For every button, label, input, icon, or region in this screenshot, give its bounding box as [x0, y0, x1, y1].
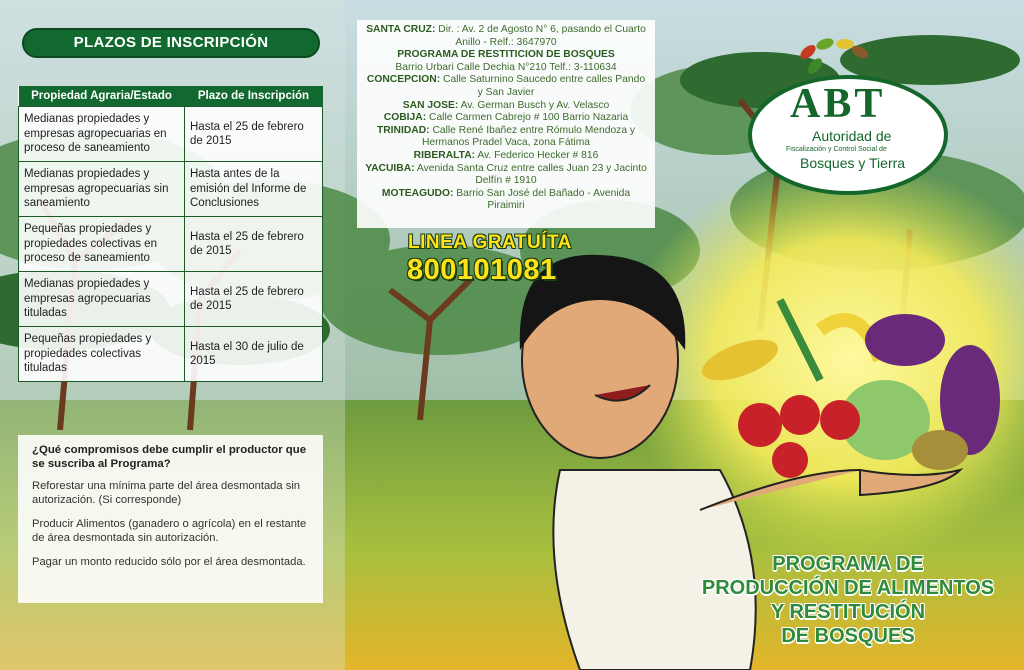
office-address: Calle René Ibañez entre Rómulo Mendoza y Hermanos Pradel Vaca, zona Fátima — [421, 124, 636, 149]
office-entry — [363, 188, 649, 213]
office-city: PROGRAMA DE RESTITICION DE BOSQUES — [397, 49, 615, 61]
office-entry — [363, 125, 649, 150]
property-cell: Pequeñas propiedades y propiedades colectivas en proceso de saneamiento — [19, 217, 185, 272]
office-address: Av. Federico Hecker # 816 — [477, 149, 599, 161]
commitment-item: Producir Alimentos (ganadero o agrícola) en el restante de área desmontada sin autorización. — [32, 518, 307, 544]
commitments-question: ¿Qué compromisos debe cumplir el productor que se suscriba al Programa? — [32, 444, 307, 470]
logo-name-line1: Autoridad de — [812, 128, 892, 144]
office-city: SAN JOSE: — [402, 99, 459, 111]
office-entry — [363, 163, 649, 188]
office-city: TRINIDAD: — [376, 124, 430, 136]
deadline-cell: Hasta el 25 de febrero de 2015 — [185, 272, 323, 327]
office-entry — [363, 24, 649, 49]
logo-acronym: ABT — [790, 81, 886, 127]
deadline-cell: Hasta el 30 de julio de 2015 — [185, 327, 323, 382]
program-title-line: DE BOSQUES — [781, 625, 915, 647]
office-city: COBIJA: — [383, 112, 427, 124]
deadline-cell: Hasta el 25 de febrero de 2015 — [185, 217, 323, 272]
office-entry — [363, 150, 649, 163]
office-entry — [363, 49, 649, 74]
office-address: Avenida Santa Cruz entre calles Juan 23 y Jacinto Delfín # 1910 — [416, 162, 647, 187]
program-title-line: Y RESTITUCIÓN — [770, 601, 926, 623]
logo-name-line2: Bosques y Tierra — [800, 155, 906, 171]
property-cell: Medianas propiedades y empresas agropecuarias en proceso de saneamiento — [19, 107, 185, 162]
deadline-cell: Hasta el 25 de febrero de 2015 — [185, 107, 323, 162]
office-address: Dir. : Av. 2 de Agosto N° 6, pasando el Cuarto Anillo - Relf.: 3647970 — [438, 24, 646, 48]
registration-deadlines-table — [18, 86, 323, 382]
property-cell: Medianas propiedades y empresas agropecuarias tituladas — [19, 272, 185, 327]
office-city: YACUIBA: — [365, 162, 415, 174]
property-cell: Pequeñas propiedades y propiedades colectivas tituladas — [19, 327, 185, 382]
program-title-line: PRODUCCIÓN DE ALIMENTOS — [701, 577, 995, 599]
office-address: Barrio Urbari Calle Dechia N°210 Telf.: 3-110634 — [395, 61, 617, 73]
commitment-item: Pagar un monto reducido sólo por el área desmontada. — [32, 556, 306, 568]
commitments-box — [18, 435, 323, 603]
property-cell: Medianas propiedades y empresas agropecuarias sin saneamiento — [19, 162, 185, 217]
office-address: Av. German Busch y Av. Velasco — [460, 99, 610, 111]
table-row — [19, 162, 323, 217]
office-city: CONCEPCION: — [366, 74, 441, 86]
hotline-label: LINEA GRATUÍTA — [408, 232, 572, 253]
table-row — [19, 217, 323, 272]
logo-subtitle: Fiscalización y Control Social de — [786, 146, 887, 153]
table-row — [19, 327, 323, 382]
program-title-line: PROGRAMA DE — [772, 553, 924, 575]
office-entry — [363, 100, 649, 113]
office-address: Barrio San José del Bañado - Avenida Piraimiri — [456, 187, 631, 212]
column-header-property: Propiedad Agraria/Estado — [19, 86, 185, 107]
deadline-cell: Hasta antes de la emisión del Informe de Conclusiones — [185, 162, 323, 217]
office-address: Calle Saturnino Saucedo entre calles Pando y San Javier — [443, 74, 646, 98]
table-row — [19, 107, 323, 162]
office-city: SANTA CRUZ: — [366, 24, 436, 35]
office-address: Calle Carmen Cabrejo # 100 Barrio Nazaria — [429, 112, 629, 124]
office-entry — [363, 74, 649, 99]
hotline-number: 800101081 — [407, 254, 557, 286]
office-city: MOTEAGUDO: — [381, 187, 454, 199]
column-header-deadline: Plazo de Inscripción — [185, 86, 323, 107]
office-city: RIBERALTA: — [413, 149, 476, 161]
office-addresses-box — [357, 20, 655, 228]
office-entry — [363, 112, 649, 125]
registration-deadlines-title: PLAZOS DE INSCRIPCIÓN — [22, 28, 320, 58]
table-row — [19, 272, 323, 327]
commitment-item: Reforestar una mínima parte del área desmontada sin autorización. (Si corresponde) — [32, 480, 301, 506]
